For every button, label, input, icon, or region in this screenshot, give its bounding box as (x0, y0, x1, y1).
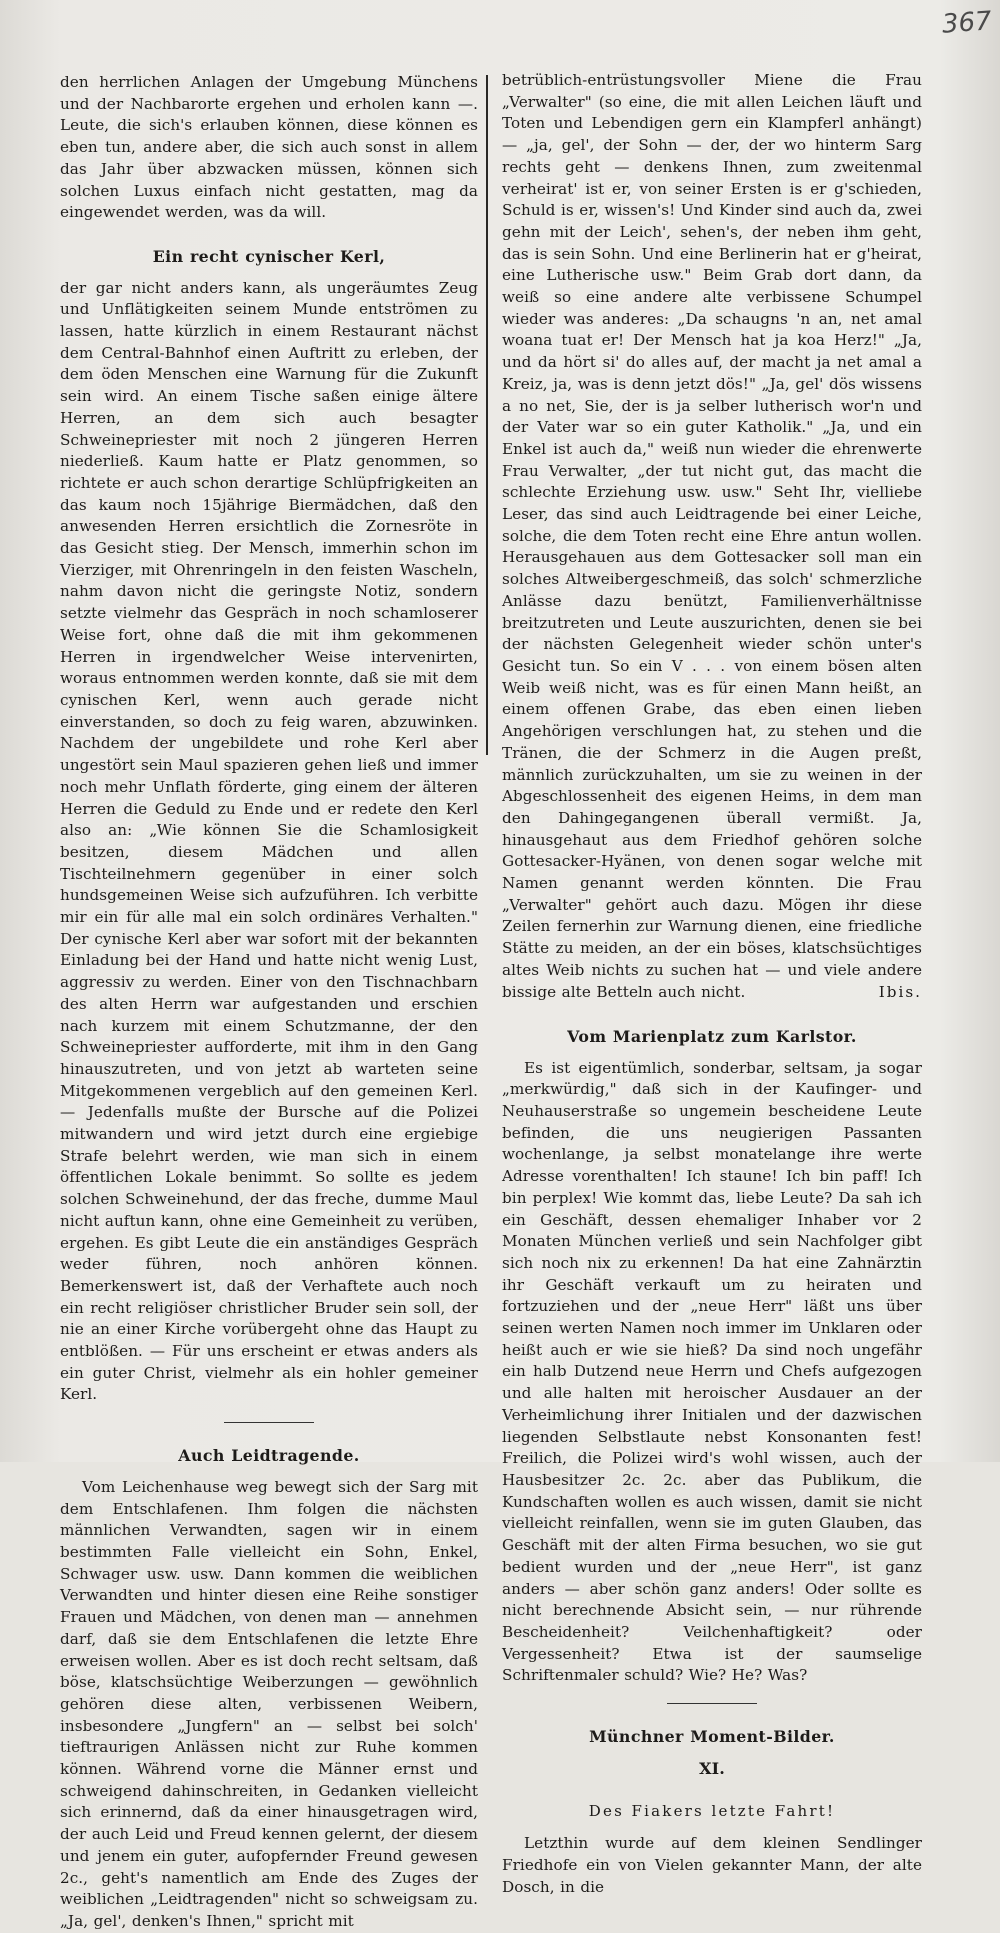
column-divider (486, 75, 488, 755)
article-title-mourners: Auch Leidtragende. (178, 1446, 360, 1466)
series-number: XI. (699, 1758, 725, 1778)
article-title-moment-bilder: Münchner Moment-Bilder. (589, 1727, 835, 1747)
intro-paragraph: den herrlichen Anlagen der Umgebung Münchens und der Nachbarorte ergehen und erholen kann —. Leute, die sich's erlauben können, diese können es eben tun, andere aber, die sich auch sonst in allem das Jahr über abzwacken müssen, können sich solchen Luxus einfach nicht gestatten, mag da eingewendet werden, was da will. (60, 73, 478, 222)
left-column (60, 72, 478, 1933)
section-rule (224, 1422, 314, 1423)
page-number: 367 (941, 6, 993, 40)
article-paragraph: Es ist eigentümlich, sonderbar, seltsam, ja sogar „merkwürdig," daß sich in der Kaufinger- und Neuhauserstraße so ungemein bescheidene Leute befinden, die uns neugierigen Passanten wochenlange, ja selbst monatelange ihre werte Adresse vorenthalten! Ich staune! Ich bin paff! Ich bin perplex! Wie kommt das, liebe Leute? Da sah ich ein Geschäft, dessen ehemaliger Inhaber vor 2 Monaten München verließ und sein Nachfolger gibt sich noch nix zu erkennen! Da hat eine Zahnärztin ihr Geschäft verkauft um zu heiraten und fortzuziehen und der „neue Herr" läßt uns über seinen werten Namen noch immer im Unklaren oder heißt auch er wie sie hieß? Da sind noch ungefähr ein halb Dutzend neue Herrn und Chefs aufgezogen und alle halten mit heroischer Ausdauer an der Verheimlichung ihrer Initialen und der dazwischen liegenden Selbstlaute nebst Konsonanten fest! Freilich, die Polizei wird's wohl wissen, auch der Hausbesitzer 2c. 2c. aber das Publikum, die Kundschaften wollen es auch wissen, damit sie nicht vielleicht reinfallen, wenn sie im guten Glauben, das Geschäft mit der alten Firma besuchen, wo sie gut bedient wurden und der „neue Herr", ist ganz anders — aber schön ganz anders! Oder sollte es nicht berechnende Absicht sein, — nur rührende Bescheidenheit? Veilchenhaftigkeit? oder Vergessenheit? Etwa ist der saumselige Schriftenmaler schuld? Wie? He? Was? (502, 1058, 922, 1685)
author-signature: Ibis. (878, 983, 922, 1002)
section-rule (667, 1703, 757, 1704)
right-column (502, 70, 922, 1898)
article-paragraph: Letzthin wurde auf dem kleinen Sendlinger Friedhofe ein von Vielen gekannter Mann, der alte Dosch, in die (502, 1834, 922, 1896)
article-title-cynical: Ein recht cynischer Kerl, (152, 246, 386, 266)
article-paragraph: Vom Leichenhause weg bewegt sich der Sarg mit dem Entschlafenen. Ihm folgen die nächsten männlichen Verwandten, sagen wir in einem bestimmten Falle vielleicht ein Sohn, Enkel, Schwager usw. usw. Dann kommen die weiblichen Verwandten und hinter diesen eine Reihe sonstiger Frauen und Mädchen, von denen man — annehmen darf, daß sie dem Entschlafenen die letzte Ehre erweisen wollen. Aber es ist doch recht seltsam, daß böse, klatschsüchtige Weiberzungen — gewöhnlich gehören diese alten, verbissenen Weibern, insbesondere „Jungfern" an — selbst bei solch' tieftraurigen Anlässen nicht zur Ruhe kommen können. Während vorne die Männer ernst und schweigend dahinschreiten, in Gedanken vielleicht sich erinnernd, daß da einer hinausgetragen wird, der auch Leid und Freud kennen gelernt, der diesem und jenem ein guter, aufopfernder Freund gewesen 2c., geht's namentlich am Ende des Zuges der weiblichen „Leidtragenden" nicht so schweigsam zu. „Ja, gel', denken's Ihnen," spricht mit (60, 1477, 478, 1930)
article-subtitle: Des Fiakers letzte Fahrt! (588, 1802, 836, 1821)
article-paragraph: der gar nicht anders kann, als ungeräumtes Zeug und Unflätigkeiten seinem Munde entströmen zu lassen, hatte kürzlich in einem Restaurant nächst dem Central-Bahnhof einen Auftritt zu erleben, der dem öden Menschen eine Warnung für die Zukunft sein wird. An einem Tische saßen einige ältere Herren, an dem sich auch besagter Schweinepriester mit noch 2 jüngeren Herren niederließ. Kaum hatte er Platz genommen, so richtete er auch schon derartige Schlüpfrigkeiten an das kaum noch 15jährige Biermädchen, daß den anwesenden Herren ersichtlich die Zornesröte in das Gesicht stieg. Der Mensch, immerhin schon im Vierziger, mit Ohrenringeln in den feisten Wascheln, nahm davon nicht die geringste Notiz, sondern setzte vielmehr das Gespräch in noch schamloserer Weise fort, ohne daß die mit ihm gekommenen Herren in irgendwelcher Weise intervenirten, woraus entnommen werden konnte, daß sie mit dem cynischen Kerl, wenn auch gerade nicht einverstanden, so doch zu feig waren, abzuwinken. Nachdem der ungebildete und rohe Kerl aber ungestört sein Maul spazieren gehen ließ und immer noch mehr Unflath förderte, ging einem der älteren Herren die Geduld zu Ende und er redete den Kerl also an: „Wie können Sie die Schamlosigkeit besitzen, diesem Mädchen und allen Tischteilnehmern gegenüber in einer solch hundsgemeinen Weise sich aufzuführen. Ich verbitte mir ein für alle mal ein solch ordinäres Verhalten." Der cynische Kerl aber war sofort mit der bekannten Einladung bei der Hand und hatte nicht wenig Lust, aggressiv zu werden. Einer von den Tischnachbarn des alten Herrn war aufgestanden und erschien nach kurzem mit einem Schutzmanne, der den Schweinepriester aufforderte, mit ihm in den Gang hinauszutreten, und von jetzt ab warteten seine Mitgekommenen vergeblich auf den gemeinen Kerl. — Jedenfalls mußte der Bursche auf die Polizei mitwandern und wird jetzt durch eine ergiebige Strafe belehrt werden, wie man sich in einem öffentlichen Lokale benimmt. So sollte es jedem solchen Schweinehund, der das freche, dumme Maul nicht auftun kann, ohne eine Gemeinheit zu verüben, ergehen. Es gibt Leute die ein anständiges Gespräch weder führen, noch anhören können. Bemerkenswert ist, daß der Verhaftete auch noch ein recht religiöser christlicher Bruder sein soll, der nie an einer Kirche vorübergeht ohne das Haupt zu entblößen. — Für uns erscheint er etwas anders als ein guter Christ, vielmehr als ein hohler gemeiner Kerl. (60, 278, 478, 1404)
continuation-paragraph: betrüblich-entrüstungsvoller Miene die Frau „Verwalter" (so eine, die mit allen Leichen läuft und Toten und Lebendigen gern ein Klampferl anhängt) — „ja, gel', der Sohn — der, der wo hinterm Sarg rechts geht — denkens Ihnen, zum zweitenmal verheirat' ist er, von seiner Ersten is er g'schieden, Schuld is er, wissen's! Und Kinder sind auch da, zwei gehn mit der Leich', sehen's, der neben ihm geht, das is sein Sohn. Und eine Berlinerin hat er g'heirat, eine Lutherische usw." Beim Grab dort dann, da weiß so eine andere alte verbissene Schumpel wieder was anderes: „Da schaugns 'n an, net amal woana tuat er! Der Mensch hat ja koa Herz!" „Ja, und da hört si' do alles auf, der macht ja net amal a Kreiz, ja, was is denn jetzt dös!" „Ja, gel' dös wissens a no net, Sie, der is ja selber lutherisch wor'n und der Vater war so ein guter Katholik." „Ja, und ein Enkel ist auch da," weiß nun wieder die ehrenwerte Frau Verwalter, „der tut nicht gut, das macht die schlechte Erziehung usw. usw." Seht Ihr, vielliebe Leser, das sind auch Leidtragende bei einer Leiche, solche, die dem Toten recht eine Ehre antun wollen. Herausgehauen aus dem Gottesacker soll man ein solches Altweibergeschmeiß, das solch' schmerzliche Anlässe dazu benützt, Familienverhältnisse breitzutreten und Leute auszurichten, denen sie bei der nächsten Gelegenheit wieder schön unter's Gesicht tun. So ein V . . . von einem bösen alten Weib weiß nicht, was es für einen Mann heißt, an einem offenen Grabe, das eben einen lieben Angehörigen verschlungen hat, zu stehen und die Tränen, die der Schmerz in die Augen preßt, männlich zurückzuhalten, um sie zu weinen in der Abgeschlossenheit des eigenen Heims, in dem man den Dahingegangenen überall vermißt. Ja, hinausgehaut aus dem Friedhof gehören solche Gottesacker-Hyänen, von denen sogar welche mit Namen genannt werden könnten. Die Frau „Verwalter" gehört auch dazu. Mögen ihr diese Zeilen fernerhin zur Warnung dienen, eine friedliche Stätte zu meiden, an der ein böses, klatschsüchtiges altes Weib nichts zu suchen hat — und viele andere bissige alte Betteln auch nicht. (502, 71, 922, 1001)
article-title-karlstor: Vom Marienplatz zum Karlstor. (567, 1026, 857, 1046)
